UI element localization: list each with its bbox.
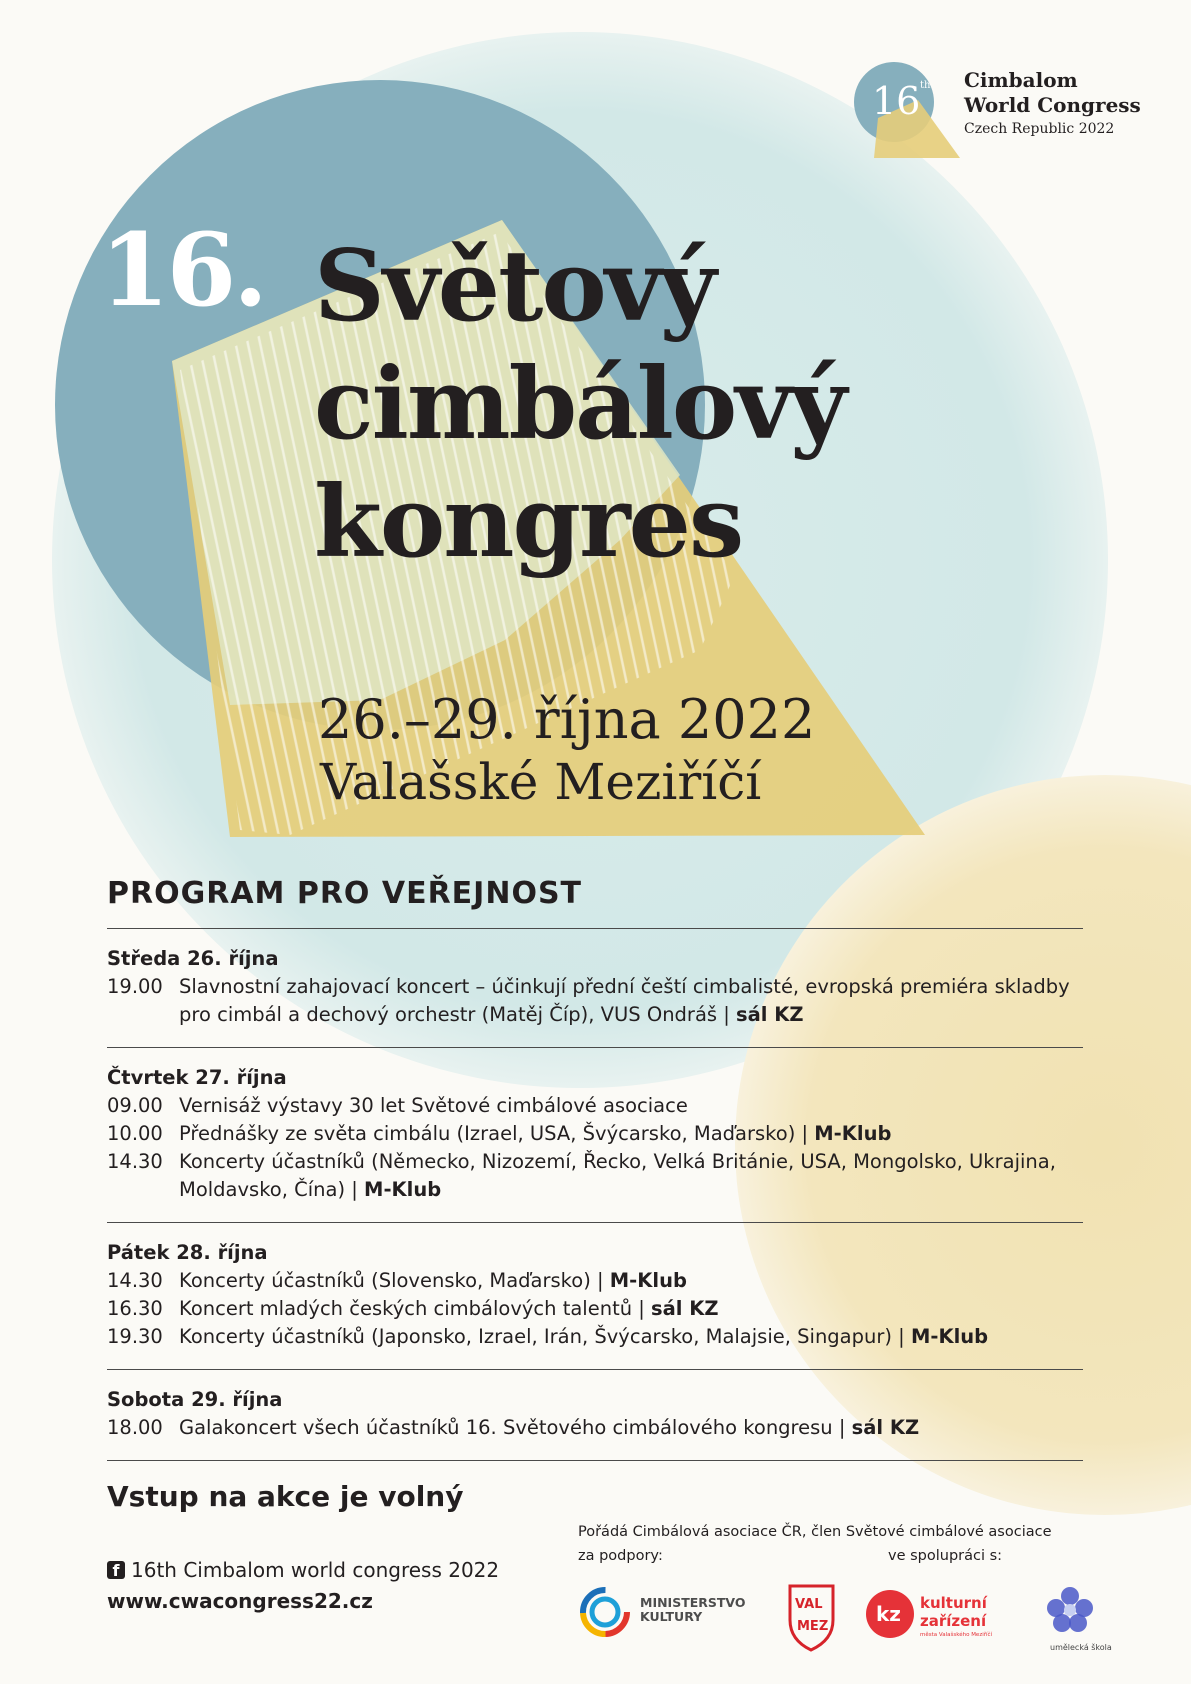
facebook-label: 16th Cimbalom world congress 2022 — [131, 1558, 500, 1582]
headline-title-line-3: kongres — [314, 465, 743, 580]
logo-line-3: Czech Republic 2022 — [964, 121, 1115, 137]
program-day — [107, 928, 1083, 1047]
program-event — [107, 1148, 1083, 1204]
day-name: Středa 26. října — [107, 947, 279, 970]
event-venue: M-Klub — [609, 1269, 687, 1292]
event-venue: M-Klub — [910, 1325, 989, 1348]
event-text: Slavnostní zahajovací koncert – účinkují přední čeští cimbalisté, evropská premiéra skladby pro cimbál a dechový orchestr (Matěj Číp), VUS Ondráš | — [179, 975, 1070, 1026]
program-event — [107, 1414, 1083, 1442]
event-text: Koncert mladých českých cimbálových talentů | — [179, 1297, 652, 1320]
event-description — [179, 1120, 1083, 1148]
kulturni-zarizeni-logo — [866, 1590, 993, 1638]
event-time: 18.00 — [107, 1416, 163, 1439]
event-description — [179, 1295, 1083, 1323]
support-label: za podpory: — [578, 1548, 663, 1564]
program-event — [107, 1092, 1083, 1120]
event-time: 19.30 — [107, 1325, 163, 1348]
logo-number: 16 — [872, 79, 921, 123]
event-text: Galakoncert všech účastníků 16. Světového cimbálového kongresu | — [179, 1416, 852, 1439]
program-list — [107, 928, 1083, 1461]
program-event — [107, 1323, 1083, 1351]
day-name: Čtvrtek 27. října — [107, 1066, 287, 1089]
event-time: 19.00 — [107, 975, 163, 998]
program-day — [107, 1047, 1083, 1222]
valmez-text-1: VAL — [795, 1597, 823, 1612]
logo-suffix: th — [920, 80, 931, 91]
event-time: 14.30 — [107, 1269, 163, 1292]
event-text: Vernisáž výstavy 30 let Světové cimbálové asociace — [179, 1094, 688, 1117]
headline-title — [314, 228, 845, 582]
organizer-text: Pořádá Cimbálová asociace ČR, člen Světové cimbálové asociace — [578, 1524, 1052, 1540]
logo-text — [964, 68, 1141, 140]
partner-logos — [578, 1578, 1112, 1668]
website-link[interactable]: www.cwacongress22.cz — [107, 1589, 373, 1613]
ministry-line-1: MINISTERSTVO — [640, 1595, 746, 1610]
event-description — [179, 1148, 1083, 1204]
event-time: 14.30 — [107, 1150, 163, 1173]
kz-line-1: kulturní — [920, 1594, 987, 1612]
logo-line-2: World Congress — [964, 93, 1141, 117]
program-event — [107, 973, 1083, 1029]
kz-line-3: města Valašského Meziříčí — [920, 1632, 993, 1638]
facebook-icon: f — [107, 1561, 125, 1579]
event-text: Přednášky ze světa cimbálu (Izrael, USA, Švýcarsko, Maďarsko) | — [179, 1122, 815, 1145]
event-description — [179, 1323, 1083, 1351]
event-description — [179, 1092, 1083, 1120]
ministry-culture-logo — [583, 1590, 746, 1634]
day-name: Pátek 28. října — [107, 1241, 268, 1264]
event-venue: sál KZ — [736, 1003, 804, 1026]
free-entry-note: Vstup na akce je volný — [107, 1480, 464, 1513]
event-venue: sál KZ — [651, 1297, 719, 1320]
school-label: umělecká škola — [1050, 1643, 1112, 1652]
event-place: Valašské Meziříčí — [320, 753, 762, 811]
event-text: Koncerty účastníků (Německo, Nizozemí, Řecko, Velká Británie, USA, Mongolsko, Ukrajina, Moldavsko, Čína) | — [179, 1150, 1056, 1201]
day-name: Sobota 29. října — [107, 1388, 283, 1411]
event-venue: M-Klub — [364, 1178, 442, 1201]
valmez-logo — [790, 1586, 833, 1650]
ministry-line-2: KULTURY — [640, 1609, 703, 1624]
program-event — [107, 1120, 1083, 1148]
program-event — [107, 1295, 1083, 1323]
event-text: Koncerty účastníků (Japonsko, Izrael, Irán, Švýcarsko, Malajsie, Singapur) | — [179, 1325, 911, 1348]
headline-title-line-2: cimbálový — [314, 347, 846, 462]
headline-number: 16. — [100, 211, 265, 329]
event-venue: sál KZ — [851, 1416, 920, 1439]
event-time: 09.00 — [107, 1094, 163, 1117]
event-venue: M-Klub — [814, 1122, 892, 1145]
program-day — [107, 1369, 1083, 1460]
facebook-link[interactable] — [107, 1558, 499, 1582]
event-description — [179, 973, 1083, 1029]
event-time: 16.30 — [107, 1297, 163, 1320]
event-description — [179, 1414, 1083, 1442]
event-dates: 26.–29. října 2022 — [318, 688, 816, 751]
program-end-divider — [107, 1460, 1083, 1461]
valmez-text-2: MEZ — [797, 1619, 829, 1634]
kz-line-2: zařízení — [920, 1612, 987, 1630]
program-day — [107, 1222, 1083, 1369]
logo-line-1: Cimbalom — [964, 68, 1078, 92]
event-text: Koncerty účastníků (Slovensko, Maďarsko) | — [179, 1269, 610, 1292]
program-heading: PROGRAM PRO VEŘEJNOST — [107, 876, 583, 911]
event-description — [179, 1267, 1083, 1295]
kz-mark: kz — [876, 1602, 901, 1626]
program-event — [107, 1267, 1083, 1295]
cooperation-label: ve spolupráci s: — [888, 1548, 1003, 1564]
headline-title-line-1: Světový — [314, 229, 715, 344]
event-time: 10.00 — [107, 1122, 163, 1145]
